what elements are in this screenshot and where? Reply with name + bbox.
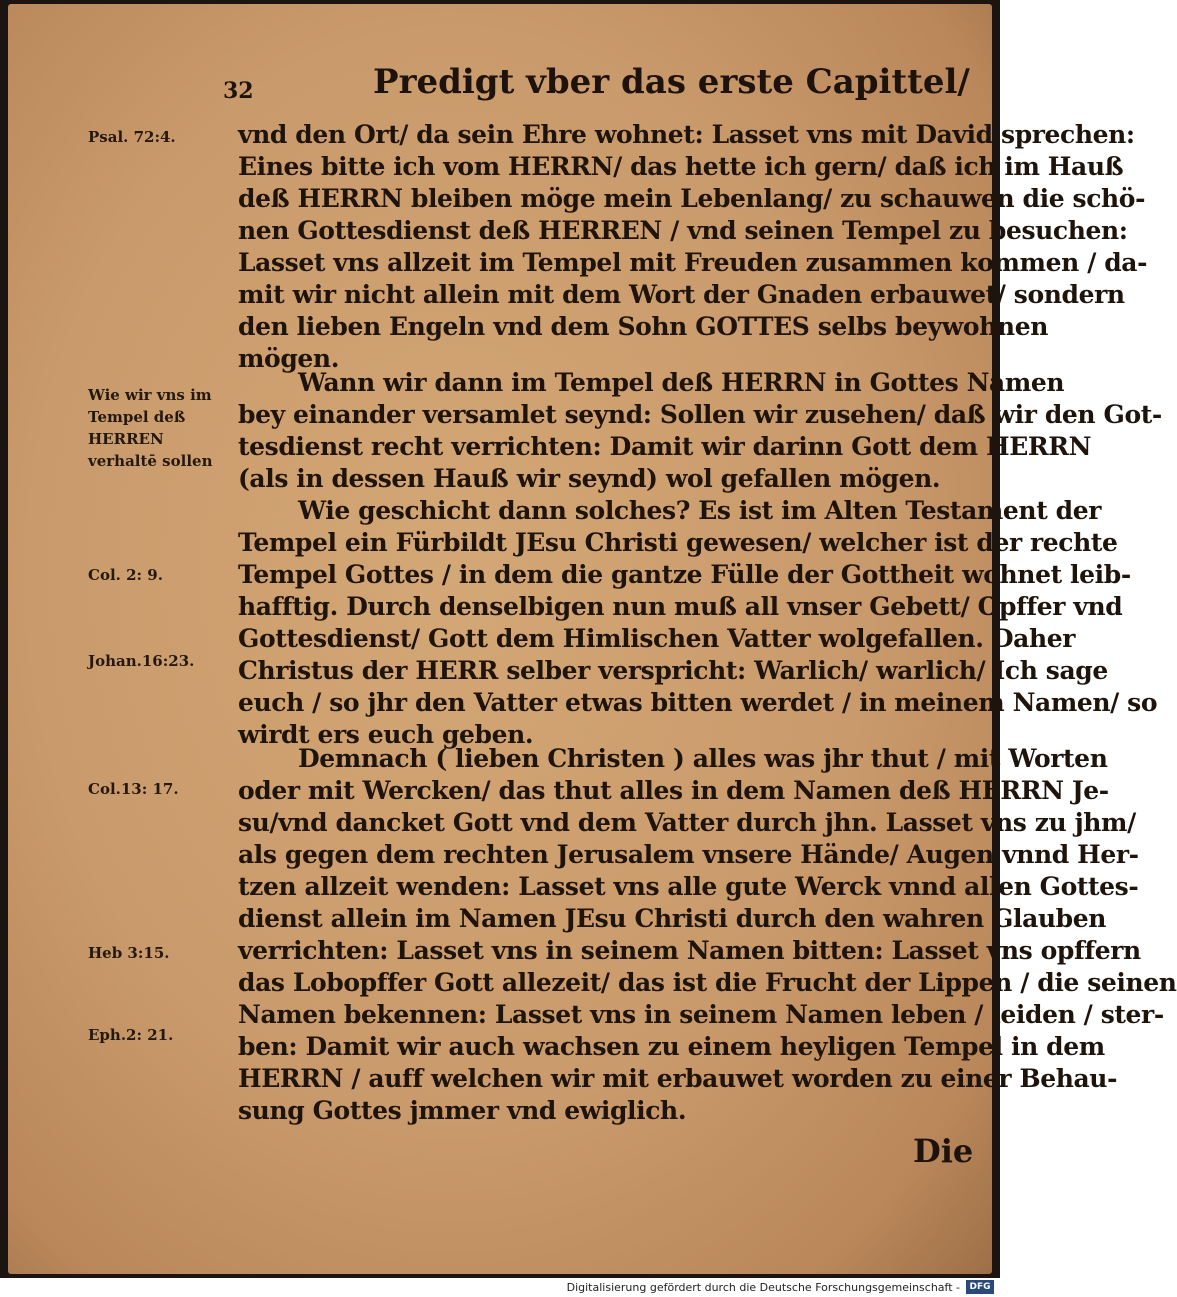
text-line: das Lobopffer Gott allezeit/ das ist die Frucht der Lippen / die seinen [238, 968, 1177, 997]
footer-bar [0, 1278, 1000, 1297]
text-line: Eines bitte ich vom HERRN/ das hette ich gern/ daß ich im Hauß [238, 152, 1124, 181]
running-title: Predigt vber das erste Capittel/ [373, 62, 970, 102]
text-line: mögen. [238, 344, 339, 373]
text-line: sung Gottes jmmer vnd ewiglich. [238, 1096, 687, 1125]
text-line: Lasset vns allzeit im Tempel mit Freuden zusammen kommen / da- [238, 248, 1148, 277]
text-line: wirdt ers euch geben. [238, 720, 534, 749]
page-header [213, 56, 970, 106]
text-line: Wie geschicht dann solches? Es ist im Alten Testament der [298, 496, 1102, 525]
margin-note: Eph.2: 21. [88, 1026, 174, 1044]
text-line: ben: Damit wir auch wachsen zu einem heyligen Tempel in dem [238, 1032, 1105, 1061]
text-line: HERRN / auff welchen wir mit erbauwet worden zu einer Behau- [238, 1064, 1118, 1093]
text-line: den lieben Engeln vnd dem Sohn GOTTES selbs beywohnen [238, 312, 1048, 341]
book-page [8, 4, 1177, 1274]
text-line: als gegen dem rechten Jerusalem vnsere Hände/ Augen vnnd Her- [238, 840, 1139, 869]
text-line: Tempel Gottes / in dem die gantze Fülle der Gottheit wohnet leib- [238, 560, 1131, 589]
margin-note: Col.13: 17. [88, 780, 179, 798]
margin-note: Heb 3:15. [88, 944, 170, 962]
text-line: Namen bekennen: Lasset vns in seinem Namen leben / leiden / ster- [238, 1000, 1164, 1029]
text-line: deß HERRN bleiben möge mein Lebenlang/ zu schauwen die schö- [238, 184, 1146, 213]
margin-note: Wie wir vns im Tempel deß HERREN verhaltē sollen [88, 386, 213, 470]
text-line: Tempel ein Fürbildt JEsu Christi gewesen/ welcher ist der rechte [238, 528, 1118, 557]
text-line: Gottesdienst/ Gott dem Himlischen Vatter wolgefallen. Daher [238, 624, 1076, 653]
text-line: Wann wir dann im Tempel deß HERRN in Gottes Namen [298, 368, 1065, 397]
margin-note: Col. 2: 9. [88, 566, 163, 584]
catchword: Die [913, 1132, 974, 1170]
text-line: dienst allein im Namen JEsu Christi durch den wahren Glauben [238, 904, 1107, 933]
text-line: su/vnd dancket Gott vnd dem Vatter durch jhn. Lasset vns zu jhm/ [238, 808, 1136, 837]
text-line: euch / so jhr den Vatter etwas bitten werdet / in meinem Namen/ so [238, 688, 1158, 717]
margin-note: Psal. 72:4. [88, 128, 176, 146]
text-line: tzen allzeit wenden: Lasset vns alle gute Werck vnnd allen Gottes- [238, 872, 1139, 901]
text-line: tesdienst recht verrichten: Damit wir darinn Gott dem HERRN [238, 432, 1092, 461]
text-line: Christus der HERR selber verspricht: Warlich/ warlich/ Ich sage [238, 656, 1108, 685]
text-line: (als in dessen Hauß wir seynd) wol gefallen mögen. [238, 464, 941, 493]
text-line: nen Gottesdienst deß HERREN / vnd seinen Tempel zu besuchen: [238, 216, 1128, 245]
text-line: Demnach ( lieben Christen ) alles was jhr thut / mit Worten [298, 744, 1108, 773]
text-line: verrichten: Lasset vns in seinem Namen bitten: Lasset vns opffern [238, 936, 1141, 965]
text-line: mit wir nicht allein mit dem Wort der Gnaden erbauwet/ sondern [238, 280, 1125, 309]
funding-credit: Digitalisierung gefördert durch die Deutsche Forschungsgemeinschaft - [566, 1281, 960, 1294]
page-number: 32 [223, 78, 254, 104]
margin-note: Johan.16:23. [88, 652, 195, 670]
text-line: bey einander versamlet seynd: Sollen wir zusehen/ daß wir den Got- [238, 400, 1162, 429]
text-line: hafftig. Durch denselbigen nun muß all vnser Gebett/ Opffer vnd [238, 592, 1123, 621]
dfg-logo: DFG [966, 1280, 994, 1294]
text-line: vnd den Ort/ da sein Ehre wohnet: Lasset vns mit David sprechen: [238, 120, 1135, 149]
text-line: oder mit Wercken/ das thut alles in dem Namen deß HERRN Je- [238, 776, 1109, 805]
